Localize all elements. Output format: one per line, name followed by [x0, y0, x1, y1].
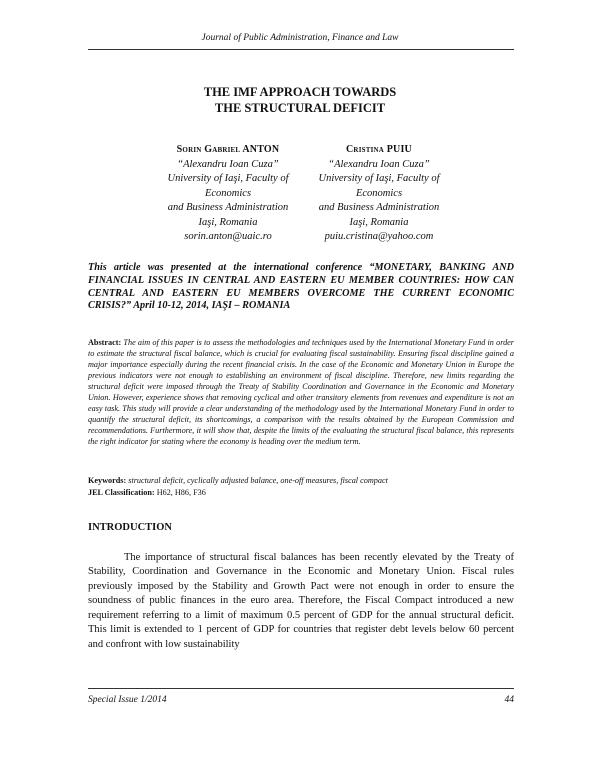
jel-label: JEL Classification: [88, 488, 152, 497]
author-2: [284, 143, 474, 245]
introduction-paragraph: The importance of structural fiscal balances has been recently elevated by the Treaty of Stability, Coordination and Governance in the Economic and Monetary Union. Fiscal rules previously imposed by the Stability and Growth Pact were not enough in order to ensure the soundness of public finances in the euro area. Therefore, the Fiscal Compact introduced a new requirement referring to a limit of maximum 0.5 percent of GDP for the annual structural deficit. This limit is extended to 1 percent of GDP for countries that register debt levels below 60 percent and confront with low sustainability: [88, 552, 514, 650]
author-2-affiliation-4: and Business Administration: [318, 202, 440, 213]
author-1-affiliation-3: Economics: [204, 187, 252, 199]
jel-codes: H62, H86, F36: [156, 488, 206, 497]
author-1-affiliation-2: University of Iaşi, Faculty of: [167, 173, 289, 184]
paper-title: [0, 84, 600, 116]
author-2-affiliation-1: “Alexandru Ioan Cuza”: [328, 158, 430, 170]
author-1-affiliation-1: “Alexandru Ioan Cuza”: [177, 158, 279, 170]
author-1-location: Iaşi, Romania: [198, 216, 258, 228]
author-2-affiliation-2: University of Iaşi, Faculty of: [318, 173, 440, 184]
title-line-2: THE STRUCTURAL DEFICIT: [214, 101, 386, 115]
conference-note: This article was presented at the international conference “MONETARY, BANKING AND FINANCIAL ISSUES IN CENTRAL AND EASTERN EU MEMBER COUNTRIES: HOW CAN CENTRAL AND EASTERN EU MEMBERS OVERCOME THE CURRENT ECONOMIC CRISIS?” April 10-12, 2014, IAŞI – ROMANIA: [88, 262, 514, 312]
abstract-label: Abstract: [88, 338, 119, 347]
author-1-affiliation-4: and Business Administration: [167, 202, 289, 213]
author-1-name: Sorin Gabriel ANTON: [176, 144, 280, 155]
introduction-heading: INTRODUCTION: [88, 522, 173, 533]
introduction-body: [88, 551, 514, 652]
abstract-text: The aim of this paper is to assess the methodologies and techniques used by the International Monetary Fund in order to estimate the structural fiscal balance, which is crucial for evaluating fiscal sustainability. Ensuring fiscal discipline gained a major importance especially during the recent financial crisis. In the case of the Economic and Monetary Union in Europe the previous indicators were not enough to establishing an environment of fiscal discipline. Therefore, new limits regarding the structural deficit were imposed through the Treaty of Stability Coordination and Governance in the Economic and Monetary Union. However, experience shows that removing cyclical and other transitory elements from revenues and expenditure is not an easy task. This study will provide a clear understanding of the methodology used by the International Monetary Fund in order to quantify the structural deficit, its shortcomings, a comparison with the results obtained by the European Commission and recommendations. Furthermore, it will show that, despite the limits of the evaluating the structural fiscal balance, this represents the right indicator for stating where the economy is heading over the medium term.: [88, 338, 514, 446]
author-2-location: Iaşi, Romania: [349, 216, 409, 228]
keywords-text: structural deficit, cyclically adjusted balance, one-off measures, fiscal compact: [128, 476, 388, 485]
journal-header: Journal of Public Administration, Finance and Law: [201, 33, 399, 43]
header-rule: [88, 49, 514, 50]
footer-rule: [88, 688, 514, 689]
jel-classification: JEL Classification: H62, H86, F36: [88, 488, 206, 497]
author-1-email[interactable]: sorin.anton@uaic.ro: [184, 231, 272, 242]
author-2-email[interactable]: puiu.cristina@yahoo.com: [324, 231, 434, 242]
title-line-1: THE IMF APPROACH TOWARDS: [203, 85, 397, 99]
abstract: Abstract: The aim of this paper is to assess the methodologies and techniques used by the International Monetary Fund in order to estimate the structural fiscal balance, which is crucial for evaluating fiscal sustainability. Ensuring fiscal discipline gained a major importance especially during the recent financial crisis. In the case of the Economic and Monetary Union in Europe the previous indicators were not enough to establishing an environment of fiscal discipline. Therefore, new limits regarding the structural deficit were imposed through the Treaty of Stability Coordination and Governance in the Economic and Monetary Union. However, experience shows that removing cyclical and other transitory elements from revenues and expenditure is not an easy task. This study will provide a clear understanding of the methodology used by the International Monetary Fund in order to quantify the structural deficit, its shortcomings, a comparison with the results obtained by the European Commission and recommendations. Furthermore, it will show that, despite the limits of the evaluating the structural fiscal balance, this represents the right indicator for stating where the economy is heading over the medium term.: [88, 338, 514, 446]
footer-issue: Special Issue 1/2014: [88, 695, 167, 705]
keywords: Keywords: structural deficit, cyclically adjusted balance, one-off measures, fiscal compact: [88, 476, 388, 485]
author-2-affiliation-3: Economics: [355, 187, 403, 199]
page-number: 44: [504, 695, 514, 705]
keywords-label: Keywords: [88, 476, 124, 485]
author-2-name: Cristina PUIU: [346, 144, 412, 155]
